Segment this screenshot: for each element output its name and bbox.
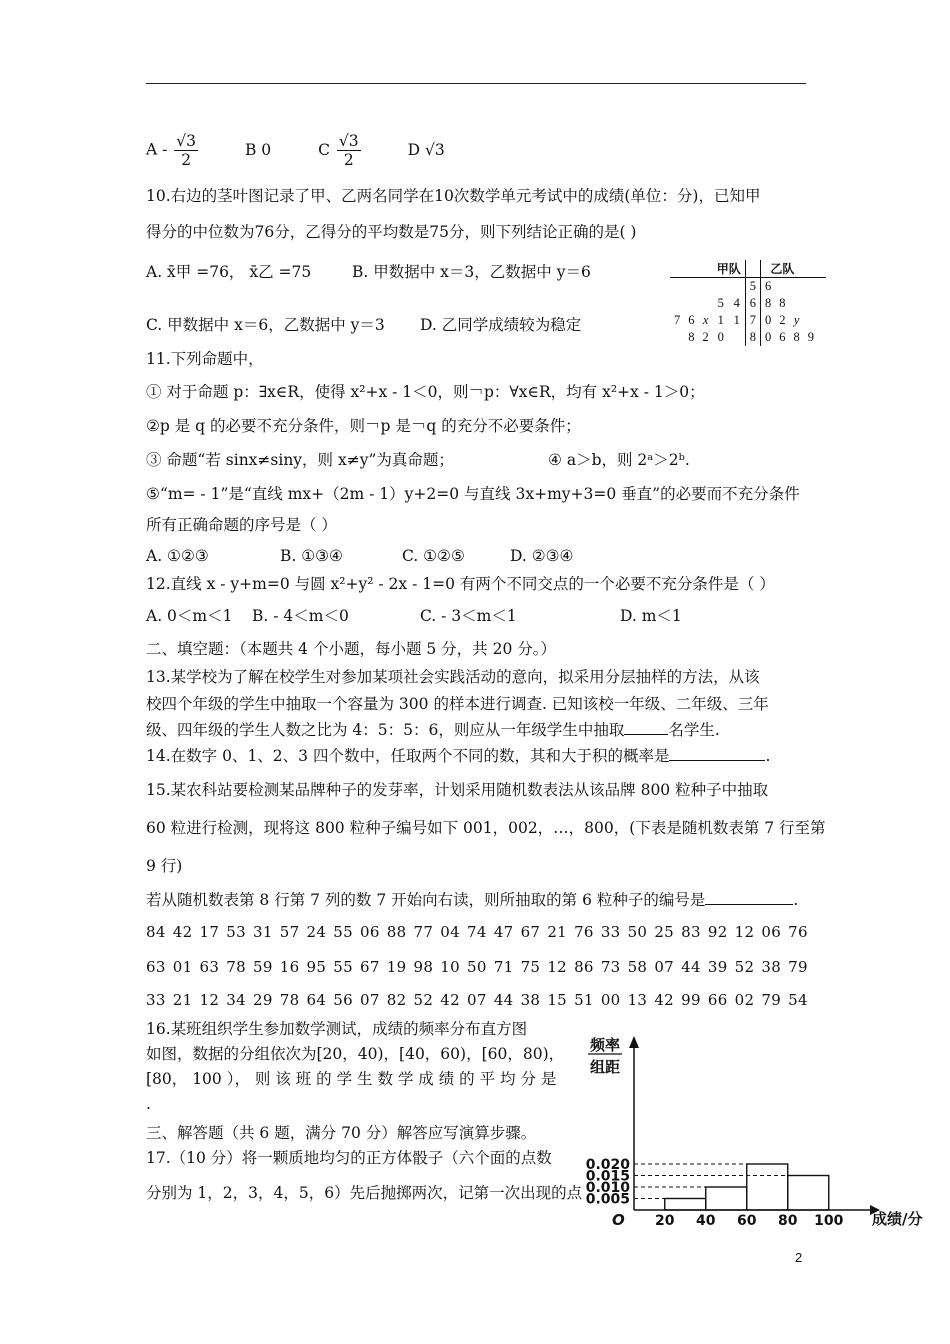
y-tick-label: 0.020 [585, 1157, 630, 1173]
q9-option-c-prefix: C [318, 140, 330, 159]
random-table-row: 33 21 12 34 29 78 64 56 07 82 52 42 07 44 38 15 51 00 13 42 99 66 02 79 54 [146, 991, 808, 1009]
section-3-heading: 三、解答题（共 6 题，满分 70 分）解答应写演算步骤。 [146, 1124, 537, 1142]
q16-line4: . [146, 1095, 151, 1113]
leaf: 2 [779, 313, 786, 327]
leaf: x [702, 313, 709, 327]
q11-statement-1: ① 对于命题 p：∃x∈R，使得 x²+x - 1＜0，则￢p：∀x∈R，均有 x²+x - 1＞0； [146, 383, 705, 401]
q11-statement-5: ⑤“m= - 1”是“直线 mx+（2m - 1）y+2=0 与直线 3x+my+3=0 垂直”的必要而不充分条件 [146, 485, 800, 503]
q13-line1: 13.某学校为了解在校学生对参加某项社会实践活动的意向，拟采用分层抽样的方法，从该 [146, 668, 760, 686]
origin-label: O [612, 1211, 625, 1229]
q13-line3: 级、四年级的学生人数之比为 4：5：5：6，则应从一年级学生中抽取 名学生. [146, 721, 720, 739]
leaf: 0 [765, 313, 772, 327]
q13-line2: 校四个年级的学生中抽取一个容量为 300 的样本进行调查. 已知该校一年级、二年级、三年 [146, 695, 769, 713]
stem-leaf-right-header: 乙队 [761, 260, 804, 278]
stem-leaf-header [670, 260, 826, 278]
leaf: 6 [765, 279, 772, 293]
q15-line2: 60 粒进行检测，现将这 800 粒种子编号如下 001，002，…，800，(下表是随机数表第 7 行至第 [146, 819, 826, 837]
stem: 6 [745, 295, 760, 312]
q10-option-b: B. 甲数据中 x＝3，乙数据中 y＝6 [352, 263, 591, 281]
leaf: 8 [688, 330, 695, 344]
q9-options [146, 132, 445, 169]
q15-line3: 9 行) [146, 857, 183, 875]
x-axis-label: 成绩/分 [872, 1210, 923, 1228]
stem: 8 [745, 329, 760, 346]
stem-leaf-plot [670, 260, 826, 346]
leaf: 8 [779, 296, 786, 310]
q17-line2: 分别为 1，2，3，4，5，6）先后抛掷两次，记第一次出现的点 [146, 1184, 583, 1202]
leaf: 4 [733, 296, 740, 310]
q11-statement-4: ④ a＞b，则 2ᵃ＞2ᵇ. [548, 451, 690, 469]
q12-text: 12.直线 x - y+m=0 与圆 x²+y² - 2x - 1=0 有两个不同交点的一个必要不充分条件是（ ） [146, 575, 775, 593]
frequency-histogram [570, 1032, 940, 1242]
stem-leaf-row [670, 312, 826, 329]
q16-line2: 如图，数据的分组依次为[20，40)，[40，60)，[60，80)， [146, 1045, 565, 1063]
leaf: 0 [765, 330, 772, 344]
x-tick-label: 80 [778, 1213, 798, 1229]
q12-option-b: B. - 4＜m＜0 [252, 607, 349, 625]
q12-option-a: A. 0＜m＜1 [146, 607, 233, 625]
q10-line1: 10.右边的茎叶图记录了甲、乙两名同学在10次数学单元考试中的成绩(单位：分)，已知甲 [146, 187, 761, 205]
q10-option-d: D. 乙同学成绩较为稳定 [420, 316, 582, 334]
histogram-bar [788, 1176, 829, 1211]
leaf: 7 [674, 313, 681, 327]
stem: 5 [745, 278, 760, 296]
histogram-bar [665, 1199, 706, 1211]
q16-line1: 16.某班组织学生参加数学测试，成绩的频率分布直方图 [146, 1020, 528, 1038]
q14-text: 14.在数字 0、1、2、3 四个数中，任取两个不同的数，其和大于积的概率是 . [146, 747, 771, 765]
y-axis-label-top: 频率 [590, 1036, 621, 1054]
q17-line1: 17.（10 分）将一颗质地均匀的正方体骰子（六个面的点数 [146, 1149, 552, 1167]
y-tick-label: 0.015 [585, 1168, 630, 1185]
stem-leaf-left-header: 甲队 [713, 260, 746, 278]
q15-answer-blank [705, 904, 793, 905]
x-tick-label: 20 [655, 1213, 675, 1229]
q11-ask: 所有正确命题的序号是（ ） [146, 516, 337, 534]
leaf: 0 [717, 330, 724, 344]
histogram-plot [586, 1036, 880, 1229]
leaf: 9 [807, 330, 815, 344]
q14-answer-blank [669, 760, 765, 761]
q9-option-d: D √3 [407, 140, 445, 159]
q10-line2: 得分的中位数为76分，乙得分的平均数是75分，则下列结论正确的是( ) [146, 223, 637, 241]
random-table-row: 63 01 63 78 59 16 95 55 67 19 98 10 50 71 75 12 86 73 58 07 44 39 52 38 79 [146, 958, 808, 976]
stem-leaf-row [670, 295, 826, 312]
section-2-heading: 二、填空题：（本题共 4 个小题，每小题 5 分，共 20 分。） [146, 640, 557, 658]
q13-answer-blank [624, 734, 668, 735]
leaf: 1 [733, 313, 740, 327]
q10-option-a: A. x̄甲 =76， x̄乙 =75 [146, 263, 312, 281]
q11-option-d: D. ②③④ [510, 547, 574, 565]
stem-leaf-row [670, 329, 826, 346]
y-tick-label: 0.010 [585, 1180, 630, 1196]
q9-option-a-fraction: $\frac{√3}{2}$ [176, 132, 197, 169]
stem: 7 [745, 312, 760, 329]
leaf: y [793, 313, 800, 327]
q11-statement-2: ②p 是 q 的必要不充分条件，则￢p 是￢q 的充分不必要条件； [146, 417, 581, 435]
q16-line3: [80， 100 ）， 则 该 班 的 学 生 数 学 成 绩 的 平 均 分 是 [146, 1070, 557, 1088]
q11-option-c: C. ①②⑤ [402, 547, 465, 565]
histogram-bar [747, 1164, 788, 1210]
q11-statement-3: ③ 命题“若 sinx≠siny，则 x≠y”为真命题； [146, 451, 454, 469]
y-axis-arrow-icon [629, 1036, 639, 1048]
leaf: 6 [779, 330, 786, 344]
leaf: 1 [717, 313, 724, 327]
leaf: 6 [688, 313, 695, 327]
histogram-bar [706, 1187, 747, 1210]
q9-option-c-fraction: $\frac{√3}{2}$ [338, 132, 359, 169]
leaf: 2 [702, 330, 709, 344]
leaf: 5 [717, 296, 724, 310]
q10-option-c: C. 甲数据中 x＝6，乙数据中 y＝3 [146, 316, 385, 334]
q12-option-c: C. - 3＜m＜1 [420, 607, 517, 625]
page-number: 2 [795, 1250, 803, 1265]
stem-leaf-row [670, 278, 826, 296]
leaf: 8 [765, 296, 772, 310]
q11-title: 11.下列命题中， [146, 350, 264, 368]
x-tick-label: 100 [814, 1213, 844, 1229]
leaf: 8 [793, 330, 800, 344]
x-tick-label: 60 [737, 1213, 757, 1229]
x-tick-label: 40 [696, 1213, 716, 1229]
random-table-row: 84 42 17 53 31 57 24 55 06 88 77 04 74 47 67 21 76 33 50 25 83 92 12 06 76 [146, 923, 808, 941]
q15-line4: 若从随机数表第 8 行第 7 列的数 7 开始向右读，则所抽取的第 6 粒种子的编号是 . [146, 891, 799, 909]
q15-line1: 15.某农科站要检测某品牌种子的发芽率，计划采用随机数表法从该品牌 800 粒种子中抽取 [146, 781, 769, 799]
q12-option-d: D. m＜1 [620, 607, 682, 625]
q9-option-a-prefix: A - [146, 140, 168, 159]
q11-option-b: B. ①③④ [280, 547, 343, 565]
y-tick-label: 0.005 [585, 1191, 630, 1208]
y-axis-label-bottom: 组距 [590, 1058, 621, 1076]
q9-option-b: B 0 [244, 140, 272, 159]
header-rule [146, 83, 806, 84]
q11-option-a: A. ①②③ [146, 547, 209, 565]
